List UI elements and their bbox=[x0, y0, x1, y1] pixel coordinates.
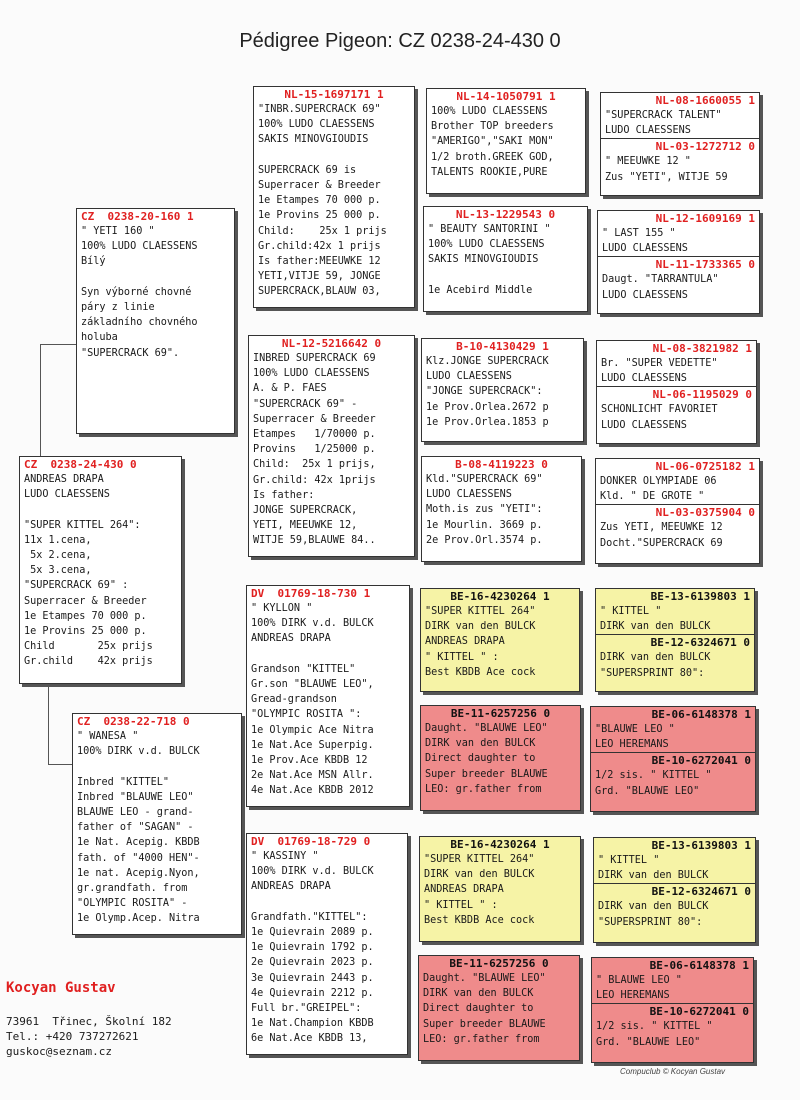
card-text: DONKER OLYMPIADE 06 Kld. " DE GROTE " bbox=[600, 476, 717, 503]
great-grandparent-card bbox=[421, 456, 582, 562]
breeder-contact bbox=[6, 1014, 172, 1059]
ring-number: NL-12-5216642 0 bbox=[281, 337, 382, 350]
card-text: "BLAUWE LEO " LEO HEREMANS bbox=[595, 724, 675, 751]
breeder-info bbox=[6, 980, 172, 1059]
ancestor-sub-card bbox=[596, 504, 759, 550]
ring-number: BE-10-6272041 0 bbox=[651, 754, 751, 768]
card-text: 1/2 sis. " KITTEL " Grd. "BLAUWE LEO" bbox=[596, 1021, 713, 1048]
ring-number: BE-16-4230264 1 bbox=[450, 838, 550, 851]
ancestor-sub-card bbox=[592, 1003, 753, 1049]
ring-number: DV 01769-18-729 0 bbox=[251, 835, 371, 848]
ring-number: NL-08-1660055 1 bbox=[655, 94, 755, 107]
connector-line bbox=[48, 684, 49, 764]
card-text: " LAST 155 " LUDO CLAESSENS bbox=[602, 228, 688, 255]
great-grandparent-card bbox=[420, 705, 581, 811]
connector-line bbox=[48, 764, 72, 765]
ancestor-pair-card bbox=[590, 706, 756, 812]
card-text: Br. "SUPER VEDETTE" LUDO CLAESSENS bbox=[601, 358, 718, 385]
connector-line bbox=[40, 344, 76, 345]
ring-number: BE-12-6324671 0 bbox=[651, 885, 751, 899]
ancestor-sub-card bbox=[601, 138, 759, 184]
ring-number: B-10-4130429 1 bbox=[456, 340, 549, 353]
card-text: "SUPERCRACK TALENT" LUDO CLAESSENS bbox=[605, 110, 722, 137]
page-title: Pédigree Pigeon: CZ 0238-24-430 0 bbox=[239, 30, 561, 52]
great-grandparent-card bbox=[426, 88, 586, 194]
ring-number: BE-13-6139803 1 bbox=[650, 590, 750, 603]
great-grandparent-card bbox=[420, 588, 580, 692]
card-text: " KYLLON " 100% DIRK v.d. BULCK ANDREAS DRAPA Grandson "KITTEL" Gr.son "BLAUWE LEO", Gread-grandson "OLYMPIC ROSITA ": 1e Olympic Ace Nitra 1e Nat.Ace Superpig. 1e Prov.Ace KBDB 12 2e Nat.Ace MSN Allr. 4e Nat.Ace KBDB 2012 bbox=[251, 603, 374, 797]
ancestor-pair-card bbox=[595, 588, 755, 692]
ring-number: CZ 0238-20-160 1 bbox=[81, 210, 194, 223]
sire-card bbox=[76, 208, 235, 434]
ancestor-sub-card bbox=[594, 883, 755, 929]
card-text: DIRK van den BULCK "SUPERSPRINT 80": bbox=[598, 901, 709, 928]
ring-number: CZ 0238-24-430 0 bbox=[24, 458, 137, 471]
ring-number: NL-03-0375904 0 bbox=[655, 506, 755, 520]
card-text: Daught. "BLAUWE LEO" DIRK van den BULCK Direct daughter to Super breeder BLAUWE LEO: gr.father from bbox=[425, 723, 548, 795]
card-text: DIRK van den BULCK "SUPERSPRINT 80": bbox=[600, 652, 711, 679]
ring-number: NL-06-0725182 1 bbox=[655, 460, 755, 473]
ring-number: BE-10-6272041 0 bbox=[649, 1005, 749, 1019]
card-text: Klz.JONGE SUPERCRACK LUDO CLAESSENS "JONGE SUPERCRACK": 1e Prov.Orlea.2672 p 1e Prov.Orlea.1853 p bbox=[426, 356, 549, 428]
breeder-address: 73961 Třinec, Školní 182 bbox=[6, 1015, 172, 1028]
card-text: "INBR.SUPERCRACK 69" 100% LUDO CLAESSENS SAKIS MINOVGIOUDIS SUPERCRACK 69 is Superracer & Breeder 1e Etampes 70 000 p. 1e Provins 25 000 p. Child: 25x 1 prijs Gr.child:42x 1 prijs Is father:MEEUWKE 12 YETI,VITJE 59, JONGE SUPERCRACK,BLAUW 03, bbox=[258, 104, 387, 298]
ancestor-sub-card bbox=[596, 634, 754, 680]
card-text: Daugt. "TARRANTULA" LUDO CLAESSENS bbox=[602, 274, 719, 301]
ancestor-pair-card bbox=[600, 92, 760, 196]
card-text: "SUPER KITTEL 264" DIRK van den BULCK ANDREAS DRAPA " KITTEL " : Best KBDB Ace cock bbox=[424, 854, 535, 926]
ring-number: CZ 0238-22-718 0 bbox=[77, 715, 190, 728]
ring-number: B-08-4119223 0 bbox=[455, 458, 548, 471]
ancestor-pair-card bbox=[591, 957, 754, 1063]
ring-number: NL-15-1697171 1 bbox=[284, 88, 384, 101]
breeder-name: Kocyan Gustav bbox=[6, 980, 116, 996]
ring-number: NL-08-3821982 1 bbox=[652, 342, 752, 355]
ring-number: BE-12-6324671 0 bbox=[650, 636, 750, 650]
card-text: " YETI 160 " 100% LUDO CLAESSENS Bílý Syn výborné chovné páry z linie základního chovného holuba "SUPERCRACK 69". bbox=[81, 226, 198, 359]
ancestor-pair-card bbox=[597, 210, 760, 314]
card-text: 100% LUDO CLAESSENS Brother TOP breeders "AMERIGO","SAKI MON" 1/2 broth.GREEK GOD, TALENTS ROOKIE,PURE bbox=[431, 106, 554, 178]
sire-dam-card bbox=[248, 335, 415, 557]
great-grandparent-card bbox=[419, 836, 581, 942]
card-text: 1/2 sis. " KITTEL " Grd. "BLAUWE LEO" bbox=[595, 770, 712, 797]
card-text: " KITTEL " DIRK van den BULCK bbox=[600, 606, 711, 633]
card-text: INBRED SUPERCRACK 69 100% LUDO CLAESSENS A. & P. FAES "SUPERCRACK 69" - Superracer & Breeder Etampes 1/70000 p. Provins 1/25000 p. Child: 25x 1 prijs, Gr.child: 42x 1prijs Is father: JONGE SUPERCRACK, YETI, MEEUWKE 12, WITJE 59,BLAUWE 84.. bbox=[253, 353, 376, 547]
ring-number: BE-16-4230264 1 bbox=[450, 590, 550, 603]
great-grandparent-card bbox=[418, 955, 580, 1061]
breeder-phone: Tel.: +420 737272621 bbox=[6, 1030, 139, 1043]
ring-number: BE-11-6257256 0 bbox=[449, 957, 549, 970]
sire-sire-card bbox=[253, 86, 415, 308]
card-text: Kld."SUPERCRACK 69" LUDO CLAESSENS Moth.is zus "YETI": 1e Mourlin. 3669 p. 2e Prov.Orl.3574 p. bbox=[426, 474, 543, 546]
ancestor-pair-card bbox=[596, 340, 757, 444]
ancestor-pair-card bbox=[595, 458, 760, 564]
card-text: " BLAUWE LEO " LEO HEREMANS bbox=[596, 975, 682, 1002]
dam-sire-card bbox=[246, 585, 410, 807]
ring-number: NL-12-1609169 1 bbox=[655, 212, 755, 225]
card-text: "SUPER KITTEL 264" DIRK van den BULCK ANDREAS DRAPA " KITTEL " : Best KBDB Ace cock bbox=[425, 606, 536, 678]
ring-number: NL-06-1195029 0 bbox=[652, 388, 752, 402]
ancestor-sub-card bbox=[597, 386, 756, 432]
great-grandparent-card bbox=[421, 338, 584, 442]
ancestor-sub-card bbox=[591, 752, 755, 798]
card-text: ANDREAS DRAPA LUDO CLAESSENS "SUPER KITTEL 264": 11x 1.cena, 5x 2.cena, 5x 3.cena, "SUPERCRACK 69" : Superracer & Breeder 1e Etampes 70 000 p. 1e Provins 25 000 p. Child 25x prijs Gr.child 42x prijs bbox=[24, 474, 153, 668]
card-text: " KASSINY " 100% DIRK v.d. BULCK ANDREAS DRAPA Grandfath."KITTEL": 1e Quievrain 2089 p. 1e Quievrain 1792 p. 2e Quievrain 2023 p. 3e Quievrain 2443 p. 4e Quievrain 2212 p. Full br."GREIPEL": 1e Nat.Champion KBDB 6e Nat.Ace KBDB 13, bbox=[251, 851, 374, 1045]
dam-card bbox=[72, 713, 242, 935]
footer-credit: Compuclub © Kocyan Gustav bbox=[620, 1067, 726, 1076]
card-text: Zus YETI, MEEUWKE 12 Docht."SUPERCRACK 69 bbox=[600, 522, 723, 549]
card-text: SCHONLICHT FAVORIET LUDO CLAESSENS bbox=[601, 404, 718, 431]
card-text: Daught. "BLAUWE LEO" DIRK van den BULCK Direct daughter to Super breeder BLAUWE LEO: gr.father from bbox=[423, 973, 546, 1045]
ring-number: BE-06-6148378 1 bbox=[649, 959, 749, 972]
ring-number: BE-11-6257256 0 bbox=[450, 707, 551, 720]
breeder-email: guskoc@seznam.cz bbox=[6, 1045, 112, 1058]
card-text: " WANESA " 100% DIRK v.d. BULCK Inbred "KITTEL" Inbred "BLAUWE LEO" BLAUWE LEO - grand- father of "SAGAN" - 1e Nat. Acepig. KBDB fath. of "4000 HEN"- 1e nat. Acepig.Nyon, gr.grandfath. from "OLYMPIC ROSITA" - 1e Olymp.Acep. Nitra bbox=[77, 731, 200, 925]
ancestor-pair-card bbox=[593, 837, 756, 943]
card-text: " KITTEL " DIRK van den BULCK bbox=[598, 855, 709, 882]
ring-number: NL-03-1272712 0 bbox=[655, 140, 755, 154]
ring-number: DV 01769-18-730 1 bbox=[251, 587, 371, 600]
great-grandparent-card bbox=[423, 206, 588, 312]
dam-dam-card bbox=[246, 833, 408, 1055]
ring-number: NL-13-1229543 0 bbox=[455, 208, 556, 221]
ring-number: BE-06-6148378 1 bbox=[651, 708, 751, 721]
subject-card bbox=[19, 456, 182, 684]
ring-number: NL-14-1050791 1 bbox=[456, 90, 556, 103]
connector-line bbox=[40, 344, 41, 458]
ancestor-sub-card bbox=[598, 256, 759, 302]
ring-number: BE-13-6139803 1 bbox=[651, 839, 751, 852]
ring-number: NL-11-1733365 0 bbox=[655, 258, 755, 272]
card-text: " BEAUTY SANTORINI " 100% LUDO CLAESSENS SAKIS MINOVGIOUDIS 1e Acebird Middle bbox=[428, 224, 551, 296]
card-text: " MEEUWKE 12 " Zus "YETI", WITJE 59 bbox=[605, 156, 728, 183]
